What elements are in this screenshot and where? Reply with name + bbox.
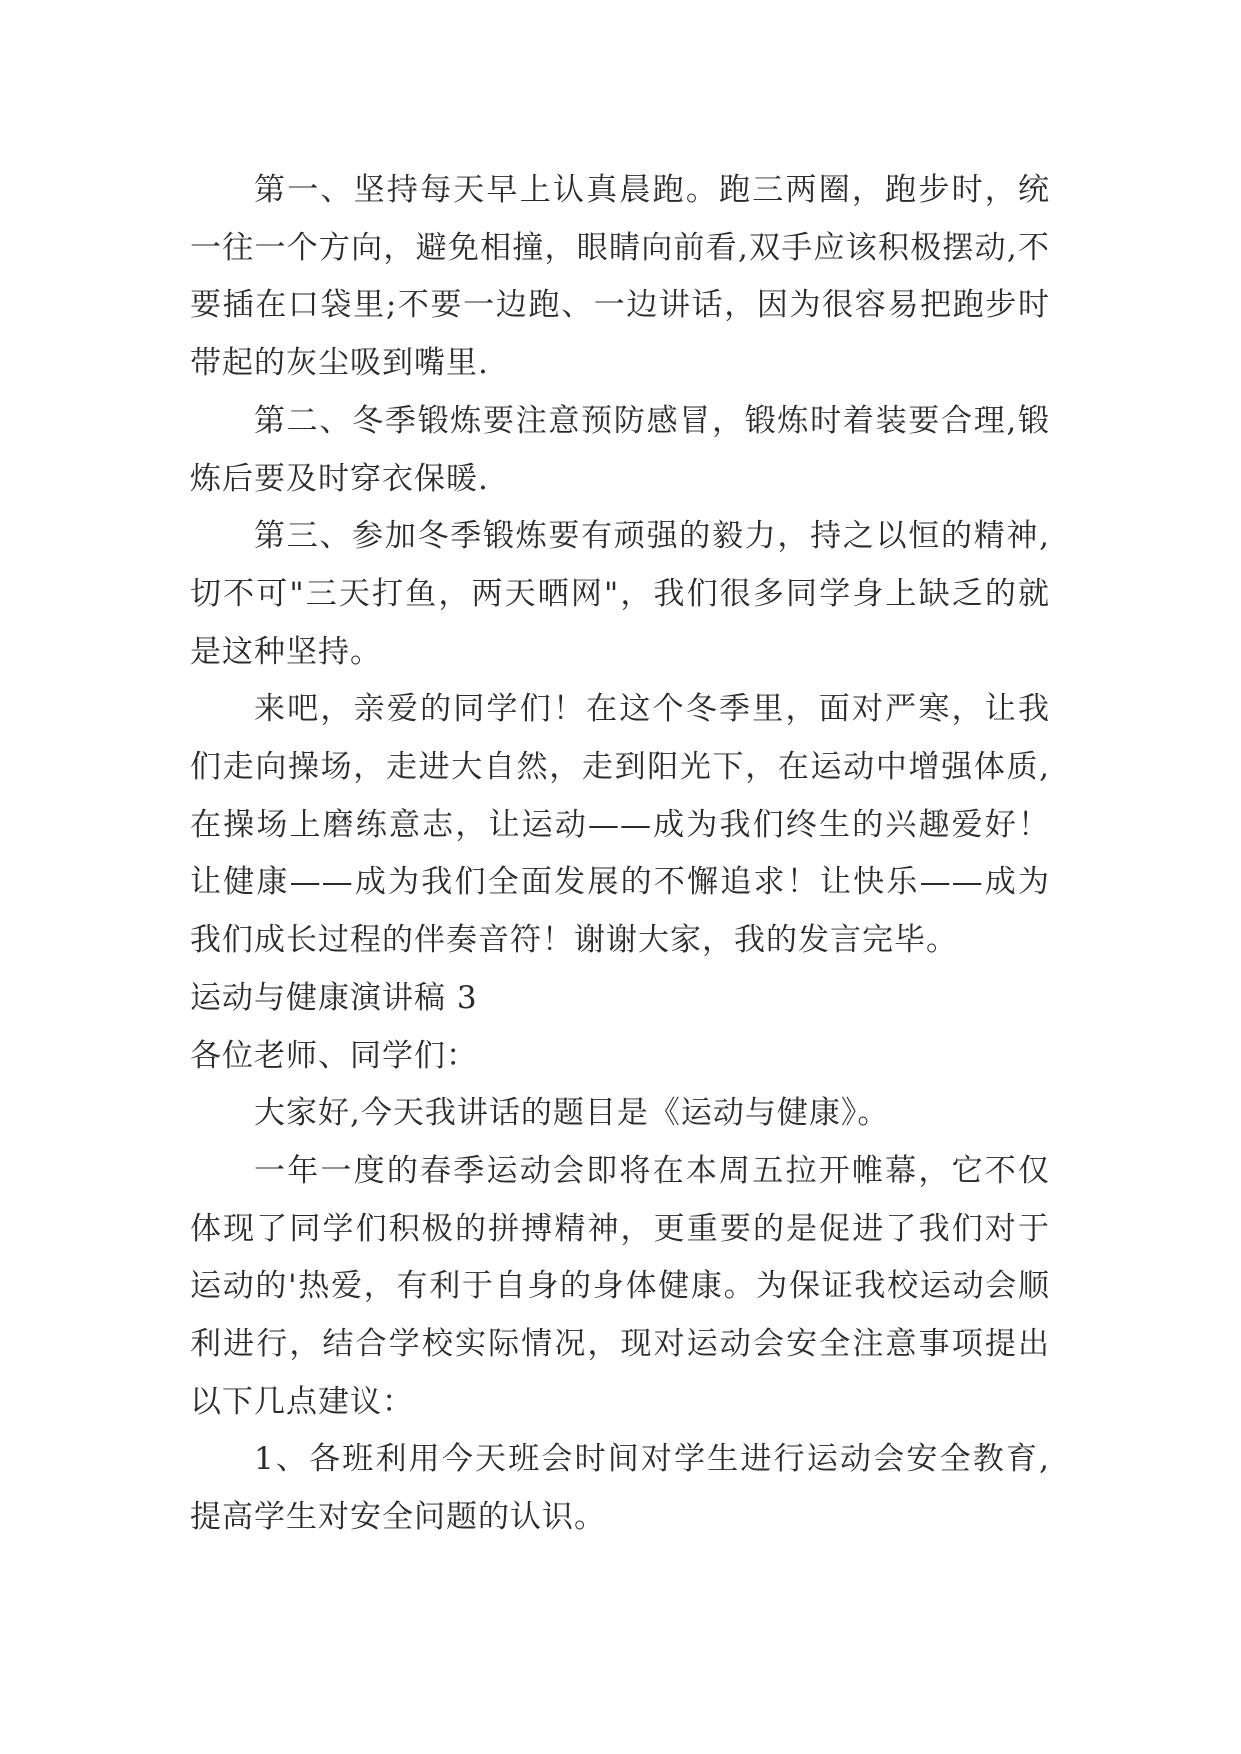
paragraph-greeting: 大家好,今天我讲话的题目是《运动与健康》。 bbox=[254, 1095, 890, 1132]
paragraph-closing: 来吧，亲爱的同学们！在这个冬季里，面对严寒，让我们走向操场，走进大自然，走到阳光下，在运动中增强体质,在操场上磨练意志，让运动——成为我们终生的兴趣爱好！让健康——成为我们全面发展的不懈追求！让快乐——成为我们成长过程的伴奏音符！谢谢大家，我的发言完毕。 bbox=[190, 691, 1050, 959]
paragraph-perseverance: 第三、参加冬季锻炼要有顽强的毅力，持之以恒的精神,切不可"三天打鱼，两天晒网"，我们很多同学身上缺乏的就是这种坚持。 bbox=[190, 518, 1050, 670]
salutation: 各位老师、同学们： bbox=[190, 1037, 478, 1074]
section-heading: 运动与健康演讲稿 3 bbox=[190, 979, 478, 1016]
document-body bbox=[190, 162, 1050, 1547]
paragraph-suggestion-1: 1、各班利用今天班会时间对学生进行运动会安全教育,提高学生对安全问题的认识。 bbox=[190, 1441, 1050, 1536]
paragraph-sports-meet: 一年一度的春季运动会即将在本周五拉开帷幕，它不仅体现了同学们积极的拼搏精神，更重要的是促进了我们对于运动的'热爱，有利于自身的身体健康。为保证我校运动会顺利进行，结合学校实际情况，现对运动会安全注意事项提出以下几点建议： bbox=[190, 1152, 1050, 1420]
paragraph-morning-run: 第一、坚持每天早上认真晨跑。跑三两圈，跑步时，统一往一个方向，避免相撞，眼睛向前看,双手应该积极摆动,不要插在口袋里;不要一边跑、一边讲话，因为很容易把跑步时带起的灰尘吸到嘴里. bbox=[190, 172, 1050, 382]
paragraph-prevent-cold: 第二、冬季锻炼要注意预防感冒，锻炼时着装要合理,锻炼后要及时穿衣保暖. bbox=[190, 402, 1050, 497]
